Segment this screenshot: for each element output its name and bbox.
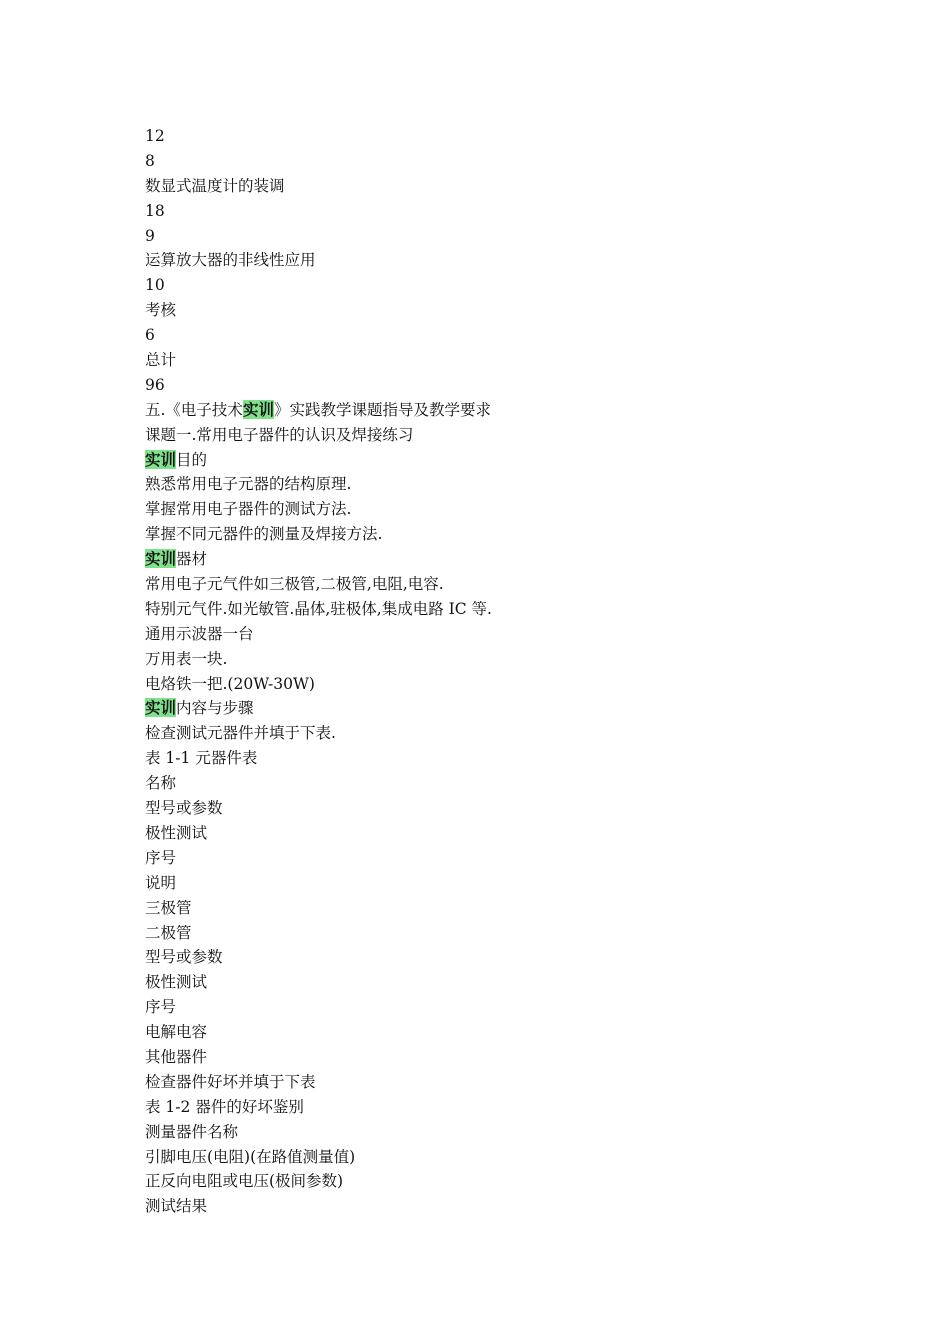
text-line — [145, 149, 845, 174]
text-line — [145, 124, 845, 149]
text-line — [145, 970, 845, 995]
text-segment: 型号或参数 — [145, 948, 223, 967]
text-segment: 特别元气件.如光敏管.晶体,驻极体,集成电路 IC 等. — [145, 599, 492, 618]
text-segment: 8 — [145, 151, 155, 170]
text-line — [145, 945, 845, 970]
highlighted-keyword: 实训 — [145, 698, 177, 718]
text-segment: 运算放大器的非线性应用 — [145, 251, 316, 270]
text-segment: 检查测试元器件并填于下表. — [145, 724, 336, 743]
text-line — [145, 846, 845, 871]
text-line — [145, 1120, 845, 1145]
text-segment: 检查器件好坏并填于下表 — [145, 1072, 316, 1091]
text-segment: 9 — [145, 226, 155, 245]
text-line — [145, 323, 845, 348]
text-line — [145, 1020, 845, 1045]
text-segment: 正反向电阻或电压(极间参数) — [145, 1172, 344, 1191]
text-segment: 课题一.常用电子器件的认识及焊接练习 — [145, 425, 414, 444]
text-segment: 12 — [145, 127, 165, 145]
text-line — [145, 472, 845, 497]
text-segment: 目的 — [176, 450, 208, 469]
text-line — [145, 1145, 845, 1170]
text-line — [145, 398, 845, 423]
text-segment: 型号或参数 — [145, 799, 223, 818]
text-line — [145, 1194, 845, 1219]
text-segment: 6 — [145, 326, 155, 345]
text-line — [145, 298, 845, 323]
text-line — [145, 1045, 845, 1070]
text-line — [145, 647, 845, 672]
text-segment: 常用电子元气件如三极管,二极管,电阻,电容. — [145, 575, 444, 594]
text-segment: 万用表一块. — [145, 649, 228, 668]
text-line — [145, 199, 845, 224]
text-line — [145, 771, 845, 796]
highlighted-keyword: 实训 — [242, 399, 274, 419]
text-line — [145, 995, 845, 1020]
text-segment: 测量器件名称 — [145, 1122, 239, 1141]
text-line — [145, 348, 845, 373]
text-line — [145, 572, 845, 597]
text-segment: 96 — [145, 375, 165, 394]
text-segment: 电烙铁一把.(20W-30W) — [145, 674, 315, 693]
text-line — [145, 821, 845, 846]
text-segment: 测试结果 — [145, 1197, 208, 1216]
text-line — [145, 696, 845, 721]
document-body — [145, 124, 845, 1219]
text-line — [145, 522, 845, 547]
text-segment: 名称 — [145, 774, 177, 793]
text-segment: 掌握不同元器件的测量及焊接方法. — [145, 525, 383, 544]
text-segment: 表 1-1 元器件表 — [145, 749, 258, 768]
text-line — [145, 721, 845, 746]
text-segment: 》实践教学课题指导及教学要求 — [273, 400, 491, 419]
text-line — [145, 423, 845, 448]
text-segment: 表 1-2 器件的好坏鉴别 — [145, 1097, 304, 1116]
text-segment: 二极管 — [145, 923, 192, 942]
text-line — [145, 1169, 845, 1194]
text-segment: 熟悉常用电子元器的结构原理. — [145, 475, 352, 494]
text-segment: 五.《电子技术 — [145, 400, 243, 419]
text-line — [145, 1095, 845, 1120]
text-line — [145, 796, 845, 821]
text-segment: 总计 — [145, 351, 177, 370]
text-segment: 序号 — [145, 848, 177, 867]
text-line — [145, 174, 845, 199]
text-segment: 序号 — [145, 998, 177, 1017]
text-line — [145, 746, 845, 771]
text-segment: 掌握常用电子器件的测试方法. — [145, 500, 352, 519]
text-segment: 10 — [145, 276, 165, 295]
text-line — [145, 248, 845, 273]
text-segment: 说明 — [145, 873, 177, 892]
text-line — [145, 896, 845, 921]
text-segment: 三极管 — [145, 898, 192, 917]
highlighted-keyword: 实训 — [145, 449, 177, 469]
text-segment: 引脚电压(电阻)(在路值测量值) — [145, 1147, 356, 1166]
text-segment: 考核 — [145, 301, 177, 320]
text-segment: 数显式温度计的装调 — [145, 176, 285, 195]
text-segment: 其他器件 — [145, 1047, 208, 1066]
highlighted-keyword: 实训 — [145, 549, 177, 569]
text-segment: 电解电容 — [145, 1023, 208, 1042]
text-segment: 内容与步骤 — [176, 699, 254, 718]
text-line — [145, 921, 845, 946]
text-line — [145, 1070, 845, 1095]
text-segment: 极性测试 — [145, 973, 208, 992]
text-line — [145, 497, 845, 522]
text-line — [145, 672, 845, 697]
text-segment: 器材 — [176, 550, 208, 569]
text-segment: 极性测试 — [145, 823, 208, 842]
text-segment: 18 — [145, 201, 165, 220]
text-line — [145, 273, 845, 298]
text-line — [145, 448, 845, 473]
text-line — [145, 622, 845, 647]
text-line — [145, 224, 845, 249]
text-line — [145, 597, 845, 622]
text-line — [145, 547, 845, 572]
text-line — [145, 373, 845, 398]
text-line — [145, 871, 845, 896]
text-segment: 通用示波器一台 — [145, 624, 254, 643]
